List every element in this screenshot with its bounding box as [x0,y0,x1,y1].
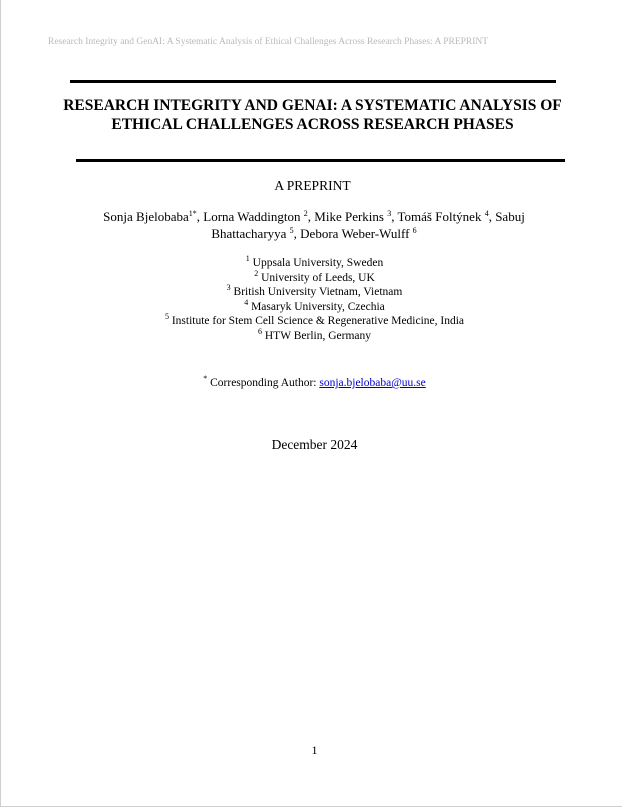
preprint-label: A PREPRINT [274,178,351,193]
author: Tomáš Foltýnek $^4$, [397,209,496,224]
author: Mike Perkins $^3$, [314,209,398,224]
affiliation-item: $^2$ University of Leeds, UK [254,268,375,284]
author: Debora Weber-Wulff $^6$ [300,226,417,241]
affiliation-list [1,256,623,343]
corresponding-author-note: * Corresponding Author: sonja.bjelobaba@uu.se [203,374,426,389]
author-list [71,208,557,242]
title-top-rule [70,80,556,83]
running-header: Research Integrity and GenAI: A Systematic Analysis of Ethical Challenges Across Research Phases: A PREPRINT [48,37,489,47]
paper-title: RESEARCH INTEGRITY AND GENAI: A SYSTEMATIC ANALYSIS OF ETHICAL CHALLENGES ACROSS RESEARCH PHASES [63,97,562,133]
affiliation-item: $^3$ British University Vietnam, Vietnam [226,283,403,298]
author: Sonja Bjelobaba$^{1*}$, [103,209,204,224]
affiliation-item: $^1$ Uppsala University, Sweden [245,254,384,269]
author: Lorna Waddington $^2$, [203,209,315,224]
affiliation-item: $^5$ Institute for Stem Cell Science & Regenerative Medicine, India [164,312,465,327]
author: Sabuj Bhattacharyya $^5$, [211,209,525,241]
corresponding-email-link[interactable]: sonja.bjelobaba@uu.se [319,377,426,389]
publication-date: December 2024 [271,437,358,452]
affiliation-item: $^6$ HTW Berlin, Germany [257,326,371,342]
title-bottom-rule [76,159,565,162]
affiliation-item: $^4$ Masaryk University, Czechia [244,297,385,313]
page-number: 1 [311,743,318,757]
